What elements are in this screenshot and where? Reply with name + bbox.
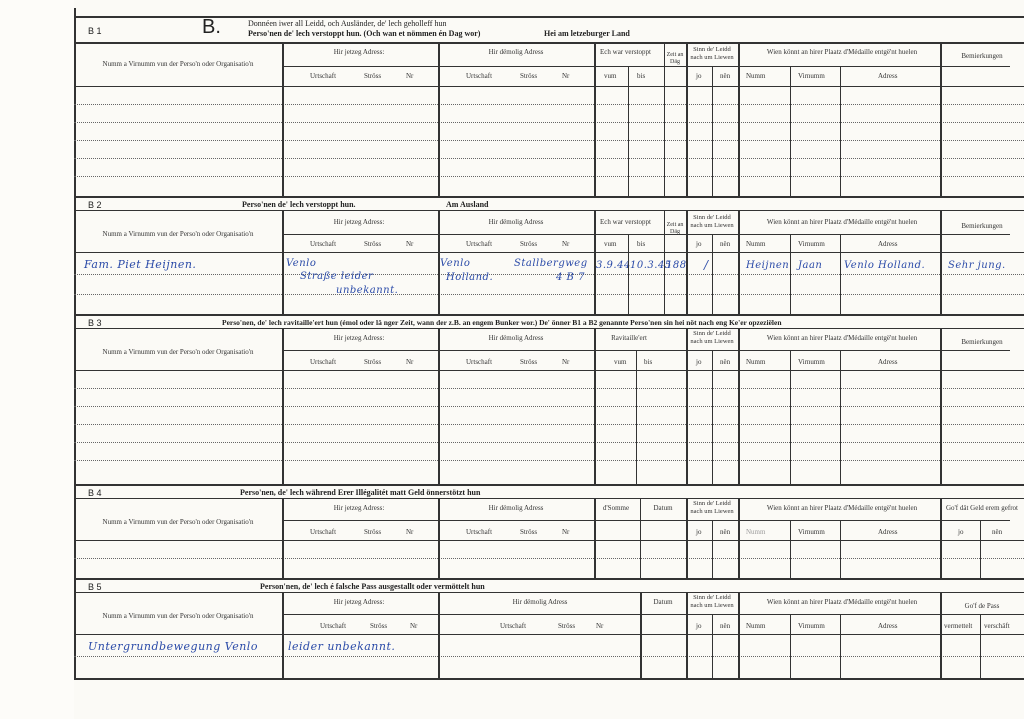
b5-col-line [980,614,981,678]
b3-sub-nr: Nr [406,358,414,366]
b3-medal: Wien könnt an hirer Plaatz d'Médaille entgë'nt huelen [766,334,918,342]
b4-col-line [840,520,841,578]
b1-addr-now: Hir jetzeg Adress: [333,48,385,56]
b5-medal: Wien könnt an hirer Plaatz d'Médaille entgë'nt huelen [766,598,918,606]
b3-numm: Numm [746,358,766,366]
b5-virnumm: Virnumm [798,622,825,630]
hw-b2-adress: Venlo Holland. [844,260,926,271]
b2-col-line [840,234,841,314]
b5-header-top [74,592,1024,593]
b2-bis: bis [637,240,646,248]
b2-col-line [664,210,665,314]
b4-col-line [738,498,740,578]
b4-col-line [686,498,688,578]
b2-zeit: Zeit an Däg [666,222,684,235]
b1-bis: bis [637,72,646,80]
b3-virnumm: Virnumm [798,358,825,366]
hw-b2-now3: unbekannt. [336,285,399,296]
b5-col-line [790,614,791,678]
hw-b2-now1: Venlo [286,258,317,269]
b3-adress: Adress [878,358,898,366]
registration-form [74,8,1024,680]
b1-col-line [628,66,629,196]
b4-header-bottom [74,540,1024,541]
hw-b2-now2: Straße leider [300,271,374,282]
b4-subheader-line [284,520,1010,521]
b1-medal: Wien könnt an hirer Plaatz d'Médaille entgë'nt huelen [766,48,918,56]
b1-vum: vum [604,72,617,80]
b2-then-ort: Urtschaft [466,240,493,248]
b1-subheader-line [284,66,1010,67]
b3-header-bottom [74,370,1024,371]
b1-col-line [790,66,791,196]
b4-sub-ort: Urtschaft [310,528,337,536]
b1-col-line [712,66,713,196]
b1-col-line [664,42,665,196]
b4-sub-nr: Nr [406,528,414,536]
b2-vum: vum [604,240,617,248]
b5-row-line [74,656,1024,657]
b1-col-line [840,66,841,196]
b3-row-line [74,424,1024,425]
b4-col-line [980,520,981,578]
b4-virnumm: Virnumm [798,528,825,536]
b3-col-line [686,328,688,484]
b3-then-strooss: Ströss [520,358,538,366]
b2-medal: Wien könnt an hirer Plaatz d'Médaille entgë'nt huelen [766,218,918,226]
b2-hidden: Ech war verstoppt [600,218,651,226]
b3-col-line [438,328,440,484]
b4-jo: jo [696,528,702,536]
b5-name-col: Numm a Virnumm vun der Perso'n oder Organisatio'n [102,612,254,620]
b4-sinn: Sinn de' Leidd nach um Liewen [690,500,734,515]
b1-row-line [74,104,1024,105]
b4-jo2: jo [958,528,964,536]
b4-gof: Go'f dät Geld erem gefrot [945,504,1018,512]
b2-col-line [594,210,596,314]
hw-b2-then-str: Stallbergweg [514,258,588,269]
b1-then-nr: Nr [562,72,570,80]
section-b4-top [74,484,1024,486]
section-code-b4: B 4 [88,488,102,498]
b4-nen: nën [720,528,731,536]
b1-adress: Adress [878,72,898,80]
b3-then-nr: Nr [562,358,570,366]
b5-title: Person'nen, de' lech é falsche Pass ausgestallt oder vermöttelt hun [260,582,485,591]
b5-then-ort: Urtschaft [500,622,527,630]
b4-title: Perso'nen, de' lech während Erer Illégalitét matt Geld önnerstötzt hun [240,488,481,497]
b4-datum: Datum [653,504,673,512]
hw-b2-then-ort2: Holland. [446,272,494,283]
b5-header-bottom [74,634,1024,635]
b2-header-top [74,210,1024,211]
b1-header-bottom [74,86,1024,87]
b5-then-strooss: Ströss [558,622,576,630]
b3-bis: bis [644,358,653,366]
b2-then-nr: Nr [562,240,570,248]
hw-b5-name: Untergrundbewegung Venlo [88,640,258,653]
b3-row-line [74,460,1024,461]
b4-sub-strooss: Ströss [364,528,382,536]
b4-addr-now: Hir jetzeg Adress: [333,504,385,512]
b3-ravit: Ravitaille'ert [611,334,647,342]
b3-col-line [282,328,284,484]
hw-b2-numm: Heijnen [746,260,790,271]
b5-pass: Go'f de Pass [964,602,1000,610]
hw-b2-then-nr: 4 B 7 [556,272,585,283]
b5-sub-nr: Nr [410,622,418,630]
hw-b2-bis: 10.3.45 [630,260,672,271]
b2-adress: Adress [878,240,898,248]
b2-sub-nr: Nr [406,240,414,248]
b2-title-b: Am Ausland [446,200,489,209]
b1-col-line [940,42,942,196]
b2-row-line [74,274,1024,275]
b1-col-line [686,42,688,196]
b2-col-line [940,210,942,314]
b3-header-top [74,328,1024,329]
b4-col-line [438,498,440,578]
b3-then-ort: Urtschaft [466,358,493,366]
b5-datum: Datum [653,598,673,606]
b1-col-line [738,42,740,196]
b1-name-col: Numm a Virnumm vun der Perso'n oder Organisatio'n [102,60,254,68]
b5-nen: nën [720,622,731,630]
b2-sub-ort: Urtschaft [310,240,337,248]
b4-col-line [594,498,596,578]
b4-medal: Wien könnt an hirer Plaatz d'Médaille entgë'nt huelen [766,504,918,512]
b3-nen: nën [720,358,731,366]
b2-col-line [712,234,713,314]
b1-sub-strooss: Ströss [364,72,382,80]
b5-sinn: Sinn de' Leidd nach um Liewen [690,594,734,609]
section-code-b3: B 3 [88,318,102,328]
b2-remarks: Bemierkungen [961,222,1003,230]
b1-zeit: Zeit an Däg [666,52,684,65]
b2-name-col: Numm a Virnumm vun der Perso'n oder Organisatio'n [102,230,254,238]
b1-row-line [74,140,1024,141]
b1-col-line [438,42,440,196]
b4-col-line [712,520,713,578]
b4-col-line [940,498,942,578]
b1-sinn: Sinn de' Leidd nach um Liewen [690,46,734,61]
b4-adress: Adress [878,528,898,536]
b2-jo: jo [696,240,702,248]
hw-b2-days: 188 [666,260,687,271]
b2-col-line [282,210,284,314]
b3-remarks: Bemierkungen [961,338,1003,346]
section-b2-top [74,196,1024,198]
b2-header-bottom [74,252,1024,253]
b2-then-strooss: Ströss [520,240,538,248]
b3-row-line [74,388,1024,389]
b1-row-line [74,158,1024,159]
b4-header-top [74,498,1024,499]
b5-col-line [840,614,841,678]
b4-numm: Numm [746,528,766,536]
b1-then-strooss: Ströss [520,72,538,80]
b2-col-line [738,210,740,314]
b3-subheader-line [284,350,1010,351]
b5-addr-then: Hir dëmolig Adress [512,598,568,606]
b1-addr-then: Hir dëmolig Adress [488,48,544,56]
b1-jo: jo [696,72,702,80]
b5-col-line [282,592,284,678]
b4-then-ort: Urtschaft [466,528,493,536]
b5-col-line [738,592,740,678]
b2-sub-strooss: Ströss [364,240,382,248]
hw-b2-name: Fam. Piet Heijnen. [84,258,197,271]
b5-sub-strooss: Ströss [370,622,388,630]
section-letter-b: B. [202,16,221,38]
b5-col-line [438,592,440,678]
b1-hidden: Ech war verstoppt [600,48,651,56]
b3-sub-ort: Urtschaft [310,358,337,366]
b5-addr-now: Hir jetzeg Adress: [333,598,385,606]
b1-row-line [74,122,1024,123]
b5-col-line [640,592,642,678]
b1-remarks: Bemierkungen [961,52,1003,60]
b4-somme: d'Somme [602,504,630,512]
hw-b2-mark: / [704,258,709,272]
b2-numm: Numm [746,240,766,248]
b1-col-line [282,42,284,196]
b2-addr-now: Hir jetzeg Adress: [333,218,385,226]
b1-numm: Numm [746,72,766,80]
b3-sub-strooss: Ströss [364,358,382,366]
b4-addr-then: Hir dëmolig Adress [488,504,544,512]
b3-col-line [636,350,637,484]
b2-col-line [790,234,791,314]
b4-col-line [640,498,641,578]
b2-addr-then: Hir dëmolig Adress [488,218,544,226]
b3-vum: vum [614,358,627,366]
header-title-line2: Perso'nen de' lech verstoppt hun. (Och wan et nömmen én Dag wor) [248,29,481,38]
b5-vermettelt: vermettelt [944,622,973,630]
section-code-b1: B 1 [88,26,102,36]
b4-name-col: Numm a Virnumm vun der Perso'n oder Organisatio'n [102,518,254,526]
b3-jo: jo [696,358,702,366]
section-b5-top [74,578,1024,580]
b3-col-line [594,328,596,484]
b4-then-nr: Nr [562,528,570,536]
hw-b5-addr: leider unbekannt. [288,640,396,653]
b5-subheader-line [284,614,1024,615]
page-margin [0,0,74,719]
b3-addr-then: Hir dëmolig Adress [488,334,544,342]
b1-sub-ort: Urtschaft [310,72,337,80]
b3-col-line [940,328,942,484]
header-title-line1: Donnéen iwer all Leidd, och Ausländer, de' lech geholleff hun [248,19,447,28]
b1-virnumm: Virnumm [798,72,825,80]
b5-jo: jo [696,622,702,630]
b3-col-line [738,328,740,484]
section-code-b2: B 2 [88,200,102,210]
b5-col-line [712,614,713,678]
b5-col-line [686,592,688,678]
b2-sinn: Sinn de' Leidd nach um Liewen [690,214,734,229]
form-bottom [74,678,1024,680]
b2-col-line [686,210,688,314]
section-b3-top [74,314,1024,316]
b3-addr-now: Hir jetzeg Adress: [333,334,385,342]
b5-col-line [940,592,942,678]
b3-sinn: Sinn de' Leidd nach um Liewen [690,330,734,345]
section-code-b5: B 5 [88,582,102,592]
b4-row-line [74,558,1024,559]
b5-verschaft: verschäft [984,622,1010,630]
b2-col-line [438,210,440,314]
b3-col-line [790,350,791,484]
b4-nen2: nën [992,528,1003,536]
b4-col-line [282,498,284,578]
b2-col-line [628,234,629,314]
b5-sub-ort: Urtschaft [320,622,347,630]
b1-nen: nën [720,72,731,80]
b2-title: Perso'nen de' lech verstoppt hun. [242,200,356,209]
b1-then-ort: Urtschaft [466,72,493,80]
hw-b2-then-ort1: Venlo [440,258,471,269]
b5-adress: Adress [878,622,898,630]
b3-name-col: Numm a Virnumm vun der Perso'n oder Organisatio'n [102,348,254,356]
b2-subheader-line [284,234,1010,235]
b5-numm: Numm [746,622,766,630]
b5-then-nr: Nr [596,622,604,630]
b2-nen: nën [720,240,731,248]
b3-row-line [74,406,1024,407]
hw-b2-remarks: Sehr jung. [948,260,1006,271]
header-title-line2b: Hei am letzeburger Land [544,29,630,38]
b3-title: Perso'nen, de' lech ravitaille'ert hun (émol oder lä nger Zeit, wann der z.B. an engem Bunker wor.) De' önner B1 a B2 genannte Perso'nen sin hei nöt nach eng Ke'er opzeziëlen [222,318,782,327]
b3-row-line [74,442,1024,443]
b4-col-line [790,520,791,578]
b1-sub-nr: Nr [406,72,414,80]
b1-col-line [594,42,596,196]
b2-row-line [74,294,1024,295]
b4-then-strooss: Ströss [520,528,538,536]
b2-virnumm: Virnumm [798,240,825,248]
b3-col-line [840,350,841,484]
b1-row-line [74,176,1024,177]
hw-b2-virnumm: Jaan [798,260,823,271]
b1-header-top [74,42,1024,44]
b3-col-line [712,350,713,484]
hw-b2-vum: 3.9.44 [596,260,631,271]
